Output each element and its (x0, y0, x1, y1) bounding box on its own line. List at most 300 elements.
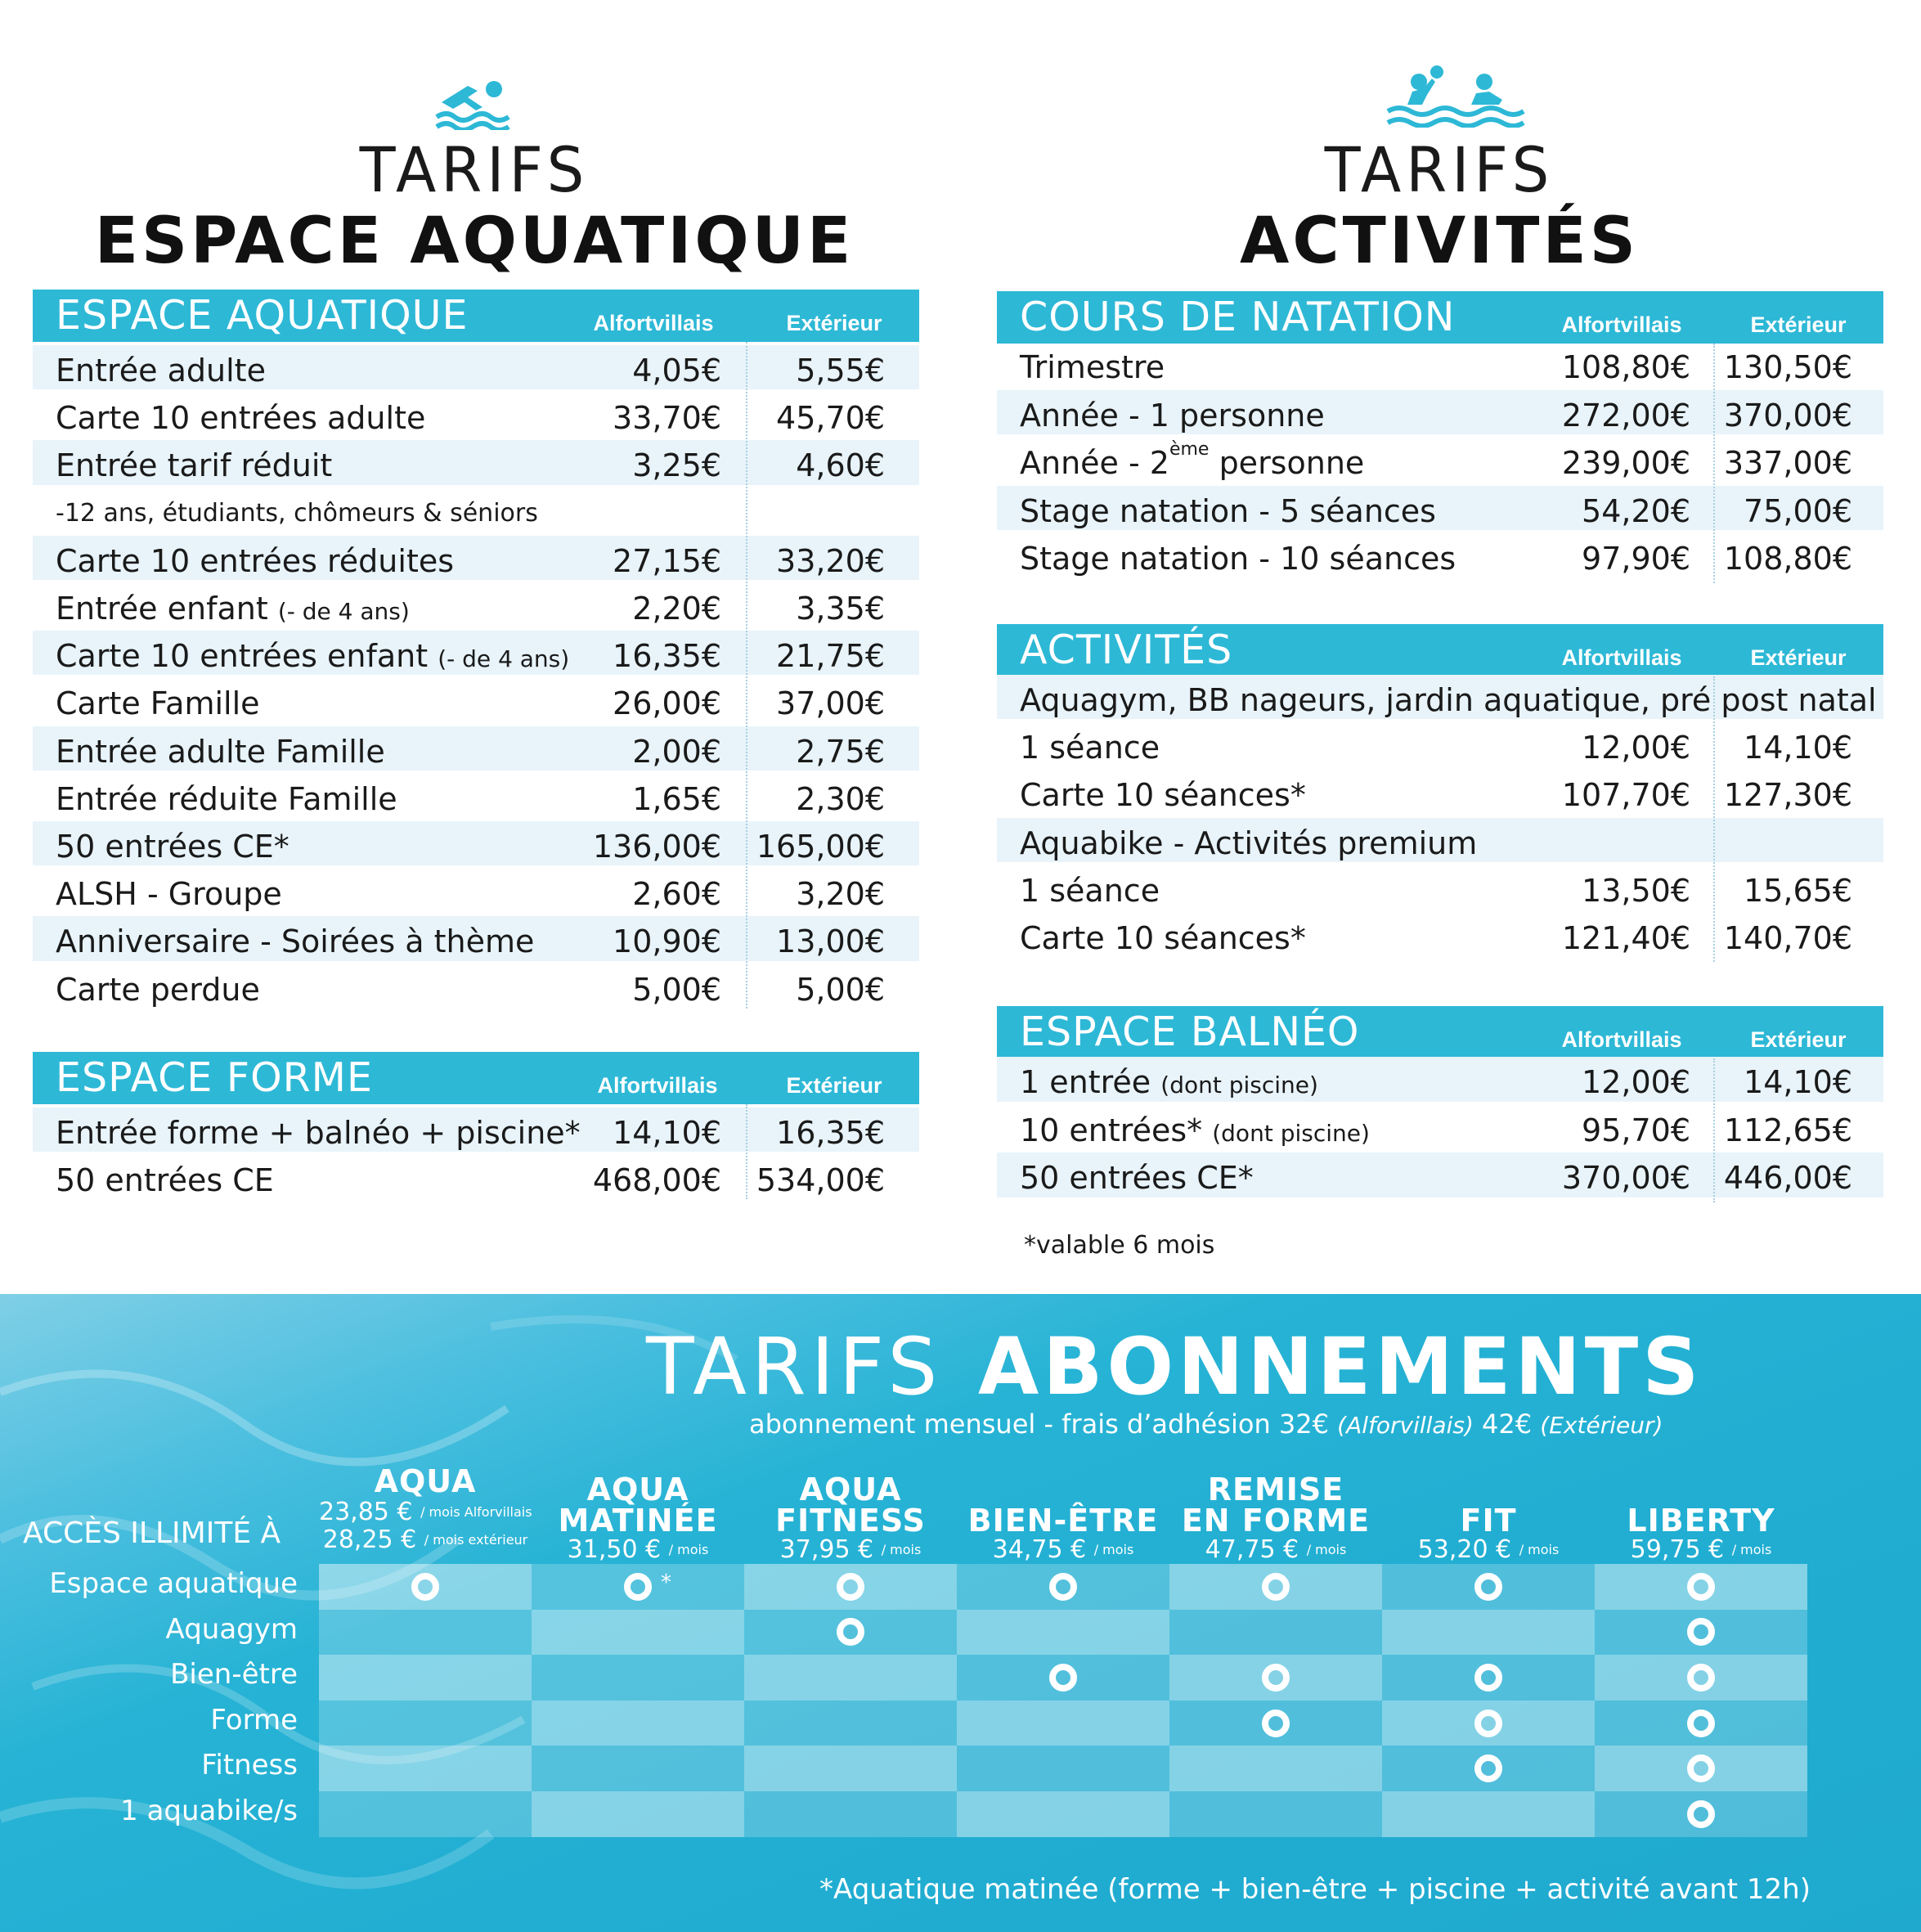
grid-cell (744, 1746, 957, 1791)
price-exterieur: 108,80€ (1723, 541, 1852, 577)
grid-cell (957, 1701, 1169, 1746)
column-divider (1713, 1058, 1715, 1202)
row-label (1020, 1108, 1370, 1156)
row-label (1020, 489, 1436, 533)
grid-cell (744, 1655, 957, 1701)
grid-cell (1595, 1701, 1807, 1746)
price-exterieur: 127,30€ (1723, 777, 1852, 814)
subtitle-main: abonnement mensuel - frais d’adhésion 32€ (749, 1409, 1338, 1440)
label-text: 50 entrées CE* (1020, 1160, 1254, 1197)
label-text: Entrée tarif réduit (56, 447, 333, 484)
label-text: Aquagym, BB nageurs, jardin aquatique, pré post natal (1020, 682, 1877, 718)
price-value: 23,85 € (319, 1498, 413, 1526)
price-exterieur: 165,00€ (756, 829, 885, 865)
plan-name-line2: MATINÉE (558, 1503, 718, 1539)
table-row (33, 726, 919, 771)
grid-cell (1169, 1701, 1382, 1746)
acces-illimite-label: ACCÈS ILLIMITÉ À (23, 1516, 281, 1550)
grid-cell (1382, 1655, 1595, 1701)
grid-cell (1382, 1746, 1595, 1791)
table-row (33, 631, 919, 675)
row-label (1020, 773, 1306, 817)
plan-6 (1595, 1474, 1807, 1564)
table-header (33, 290, 919, 342)
table-title: ESPACE BALNÉO (1020, 1009, 1360, 1055)
included-check-icon (1687, 1573, 1715, 1601)
abonnements-subtitle (749, 1409, 1663, 1440)
row-label (1020, 916, 1306, 960)
table-title: ESPACE AQUATIQUE (56, 292, 469, 339)
price-alfortvillais: 136,00€ (592, 829, 721, 865)
grid-cell (319, 1701, 532, 1746)
plan-price (1382, 1536, 1595, 1564)
grid-cell (1169, 1610, 1382, 1656)
grid-cell (1169, 1791, 1382, 1837)
table-row (997, 770, 1883, 814)
plan-name-line2: EN FORME (1181, 1503, 1371, 1539)
feature-label: Bien-être (170, 1658, 298, 1692)
price-exterieur: 37,00€ (776, 685, 885, 722)
row-label (56, 824, 289, 869)
abonnements-title: ABONNEMENTS (978, 1321, 1703, 1413)
grid-cell (744, 1564, 957, 1610)
label-suffix: (dont piscine) (1212, 1119, 1370, 1147)
row-label (56, 539, 454, 583)
table-row (997, 865, 1883, 910)
label-text: Carte 10 entrées enfant (56, 638, 429, 675)
column-divider (746, 1104, 747, 1199)
plan-name-line1 (1382, 1474, 1595, 1505)
price-exterieur: 534,00€ (756, 1162, 885, 1198)
included-check-icon (837, 1618, 864, 1646)
included-check-icon (411, 1573, 439, 1601)
row-label (1020, 1060, 1318, 1108)
grid-cell (957, 1791, 1169, 1837)
grid-cell (957, 1564, 1169, 1610)
price-alfortvillais: 468,00€ (592, 1162, 721, 1198)
feature-label: 1 aquabike/s (120, 1795, 298, 1827)
col-exterieur: Extérieur (786, 1073, 882, 1098)
label-text: Anniversaire - Soirées à thème (56, 923, 535, 960)
label-text: Carte 10 entrées réduites (56, 542, 455, 579)
price-alfortvillais: 107,70€ (1561, 777, 1690, 814)
plan-name-line1: REMISE (1207, 1471, 1344, 1507)
table-title: ESPACE FORME (56, 1054, 373, 1101)
water-polo-icon (1386, 64, 1525, 128)
price-alfortvillais: 239,00€ (1561, 445, 1690, 482)
label-text: -12 ans, étudiants, chômeurs & séniors (56, 498, 538, 528)
included-check-icon (1687, 1710, 1715, 1737)
grid-cell (744, 1610, 957, 1656)
feature-label: Espace aquatique (49, 1567, 298, 1600)
grid-cell (1595, 1564, 1807, 1610)
price-alfortvillais: 12,00€ (1582, 730, 1690, 766)
included-check-icon (837, 1573, 864, 1601)
grid-cell (532, 1701, 744, 1746)
row-label (1020, 393, 1325, 438)
label-text: Carte Famille (56, 685, 260, 722)
included-check-icon (624, 1573, 652, 1601)
activites-table (997, 624, 1883, 968)
included-check-icon (1687, 1618, 1715, 1646)
row-label (56, 348, 266, 393)
swimmer-icon (435, 78, 510, 130)
grid-cell (1595, 1610, 1807, 1656)
col-exterieur: Extérieur (1750, 645, 1847, 670)
grid-cell (957, 1655, 1169, 1701)
table-row (997, 486, 1883, 531)
table-title: ACTIVITÉS (1020, 627, 1233, 673)
included-check-icon (1687, 1664, 1715, 1692)
label-suffix: (dont piscine) (1160, 1072, 1318, 1099)
table-row (997, 438, 1883, 483)
label-text: ALSH - Groupe (56, 876, 282, 913)
subtitle-mid: 42€ (1473, 1409, 1541, 1440)
abonnements-footnote: *Aquatique matinée (forme + bien-être + piscine + activité avant 12h) (819, 1873, 1811, 1906)
row-label (56, 443, 332, 487)
price-alfortvillais: 2,60€ (632, 876, 721, 913)
feature-label: Fitness (201, 1749, 298, 1782)
included-check-icon (1049, 1664, 1077, 1692)
col-exterieur: Extérieur (1750, 312, 1847, 337)
price-alfortvillais: 108,80€ (1561, 349, 1690, 385)
row-label (1020, 726, 1160, 770)
label-text: Carte 10 séances* (1020, 777, 1306, 814)
label-text: 1 séance (1020, 872, 1160, 909)
row-label (56, 492, 538, 536)
label-text: Carte 10 entrées adulte (56, 400, 426, 437)
grid-cell (532, 1791, 744, 1837)
subtitle-alfortvillais: (Alforvillais) (1337, 1412, 1474, 1439)
table-row (33, 345, 919, 389)
grid-cell (319, 1791, 532, 1837)
table-row (33, 393, 919, 437)
row-label (56, 396, 425, 440)
plan-price (532, 1536, 744, 1564)
valable-note: *valable 6 mois (1024, 1231, 1215, 1260)
label-text: 1 séance (1020, 730, 1160, 766)
col-alfortvillais: Alfortvillais (593, 311, 714, 335)
table-row (33, 583, 919, 627)
price-exterieur: 337,00€ (1723, 445, 1852, 482)
table-row (997, 390, 1883, 435)
plan-name-line1 (957, 1474, 1169, 1505)
col-alfortvillais: Alfortvillais (597, 1073, 718, 1098)
grid-cell (957, 1610, 1169, 1656)
table-row (997, 1105, 1883, 1150)
price-unit: / mois extérieur (424, 1532, 528, 1548)
price-value: 28,25 € (322, 1525, 417, 1554)
row-label (56, 586, 410, 634)
price-exterieur: 14,10€ (1744, 730, 1852, 766)
price-alfortvillais: 5,00€ (632, 971, 721, 1008)
plan-5 (1382, 1474, 1595, 1564)
table-row (33, 440, 919, 484)
label-superscript: ème (1169, 439, 1210, 461)
grid-cell (1169, 1655, 1382, 1701)
table-header (997, 291, 1883, 344)
grid-cell (1595, 1655, 1807, 1701)
grid-cell (1595, 1746, 1807, 1791)
label-text: 50 entrées CE (56, 1162, 274, 1198)
price-alfortvillais: 10,90€ (613, 923, 721, 960)
column-divider (1713, 676, 1715, 962)
grid-cell (532, 1610, 744, 1656)
grid-cell (532, 1564, 744, 1610)
cours-natation-table (997, 291, 1883, 577)
grid-cell (1169, 1564, 1382, 1610)
price-exterieur: 130,50€ (1723, 349, 1852, 385)
label-text: 50 entrées CE* (56, 829, 289, 865)
abonnements-tarifs-word: TARIFS (646, 1321, 943, 1413)
plan-1 (532, 1471, 744, 1564)
price-value: 37,95 € (779, 1535, 874, 1564)
row-label (56, 730, 385, 774)
price-exterieur: 45,70€ (776, 400, 885, 437)
grid-cell (744, 1701, 957, 1746)
row-label (56, 634, 569, 681)
grid-cell (319, 1655, 532, 1701)
grid-cell (319, 1610, 532, 1656)
table-row (997, 722, 1883, 766)
table-row (33, 916, 919, 960)
plan-name-line2: LIBERTY (1627, 1503, 1775, 1539)
column-divider (746, 342, 747, 1009)
price-value: 34,75 € (992, 1535, 1087, 1564)
row-label (1020, 678, 1877, 722)
price-alfortvillais: 12,00€ (1582, 1064, 1690, 1100)
grid-cell (1382, 1791, 1595, 1837)
espace-aquatique-table (33, 290, 919, 1018)
plan-price (319, 1498, 532, 1526)
feature-label: Forme (210, 1703, 298, 1737)
price-value: 31,50 € (567, 1535, 662, 1564)
column-divider (1713, 344, 1715, 583)
table-row (997, 1152, 1883, 1197)
included-check-icon (1262, 1710, 1290, 1737)
price-value: 59,75 € (1630, 1535, 1725, 1564)
label-text: Entrée forme + balnéo + piscine* (56, 1115, 581, 1151)
label-text: 10 entrées* (1020, 1112, 1203, 1148)
plan-4 (1169, 1471, 1382, 1564)
abonnements-section (0, 1294, 1921, 1932)
label-end: personne (1209, 445, 1365, 482)
row-label (56, 681, 260, 726)
price-exterieur: 75,00€ (1744, 492, 1852, 529)
table-row (997, 1057, 1883, 1102)
plan-name-line1 (1595, 1474, 1807, 1505)
plan-price (744, 1536, 957, 1564)
price-unit: / mois (1306, 1542, 1347, 1557)
price-alfortvillais: 4,05€ (632, 353, 721, 389)
espace-balneo-table (997, 1006, 1883, 1202)
col-alfortvillais: Alfortvillais (1561, 645, 1682, 670)
included-check-icon (1049, 1573, 1077, 1601)
price-alfortvillais: 16,35€ (613, 638, 721, 675)
price-value: 47,75 € (1205, 1535, 1299, 1564)
col-exterieur: Extérieur (1750, 1027, 1847, 1052)
table-header (33, 1052, 919, 1104)
grid-cell (1382, 1701, 1595, 1746)
table-row (997, 913, 1883, 957)
grid-cell (1595, 1791, 1807, 1837)
plan-price (1169, 1536, 1382, 1564)
label-text: Année - 1 personne (1020, 397, 1325, 434)
price-unit: / mois (1519, 1542, 1560, 1557)
label-text: Stage natation - 5 séances (1020, 492, 1436, 529)
price-exterieur: 2,30€ (796, 780, 885, 817)
row-label (56, 777, 397, 821)
row-label (1020, 821, 1477, 865)
price-alfortvillais: 97,90€ (1582, 541, 1690, 577)
col-alfortvillais: Alfortvillais (1561, 1027, 1682, 1052)
asterisk-mark: * (661, 1570, 671, 1595)
grid-cell (532, 1746, 744, 1791)
col-alfortvillais: Alfortvillais (1561, 312, 1682, 337)
price-alfortvillais: 121,40€ (1561, 920, 1690, 956)
table-row (33, 536, 919, 580)
subtitle-exterieur: (Extérieur) (1540, 1412, 1663, 1439)
aquatique-page-title: ESPACE AQUATIQUE (94, 204, 855, 278)
included-check-icon (1474, 1664, 1502, 1692)
feature-label: Aquagym (165, 1612, 298, 1646)
label-text: Carte perdue (56, 971, 260, 1008)
row-label (1020, 1156, 1254, 1200)
table-row (33, 678, 919, 722)
price-alfortvillais: 1,65€ (632, 780, 721, 817)
grid-cell (319, 1564, 532, 1610)
table-row (997, 675, 1883, 719)
activites-tarifs-word: TARIFS (1324, 133, 1555, 207)
price-exterieur: 13,00€ (776, 923, 885, 960)
price-exterieur: 14,10€ (1744, 1064, 1852, 1100)
price-alfortvillais: 272,00€ (1561, 397, 1690, 434)
price-exterieur: 446,00€ (1723, 1160, 1852, 1197)
table-row (33, 488, 919, 532)
plan-price (957, 1536, 1169, 1564)
table-row (33, 869, 919, 913)
plan-name-line1: AQUA (374, 1463, 477, 1499)
grid-cell (319, 1746, 532, 1791)
label-text: Trimestre (1020, 349, 1165, 385)
included-check-icon (1474, 1573, 1502, 1601)
price-value: 53,20 € (1417, 1535, 1512, 1564)
grid-cell (1382, 1610, 1595, 1656)
label-suffix: (- de 4 ans) (277, 598, 410, 625)
grid-cell (532, 1655, 744, 1701)
price-exterieur: 21,75€ (776, 638, 885, 675)
price-alfortvillais: 14,10€ (613, 1115, 721, 1151)
price-unit: / mois (1731, 1542, 1772, 1557)
row-label (56, 1111, 581, 1155)
price-alfortvillais: 27,15€ (613, 542, 721, 579)
activites-page-title: ACTIVITÉS (1240, 204, 1639, 278)
plan-0 (319, 1463, 532, 1554)
table-header (997, 1006, 1883, 1058)
plan-2 (744, 1471, 957, 1564)
label-text: Carte 10 séances* (1020, 920, 1306, 956)
price-exterieur: 112,65€ (1723, 1112, 1852, 1148)
row-label (1020, 537, 1456, 581)
table-row (997, 342, 1883, 387)
price-unit: / mois (881, 1542, 922, 1557)
price-alfortvillais: 33,70€ (613, 400, 721, 437)
row-label (56, 872, 282, 916)
price-exterieur: 370,00€ (1723, 397, 1852, 434)
price-exterieur: 5,55€ (796, 353, 885, 389)
price-exterieur: 4,60€ (796, 447, 885, 484)
grid-cell (1382, 1564, 1595, 1610)
included-check-icon (1474, 1755, 1502, 1782)
aquatique-tarifs-word: TARIFS (359, 133, 590, 207)
row-label (1020, 345, 1165, 389)
price-exterieur: 16,35€ (776, 1115, 885, 1151)
table-row (33, 1108, 919, 1152)
price-unit: / mois Alforvillais (420, 1504, 532, 1520)
included-check-icon (1687, 1755, 1715, 1782)
grid-cell (1169, 1746, 1382, 1791)
table-title: COURS DE NATATION (1020, 294, 1456, 340)
col-exterieur: Extérieur (786, 311, 882, 335)
included-check-icon (1687, 1800, 1715, 1828)
label-suffix: (- de 4 ans) (438, 645, 570, 673)
row-label (1020, 441, 1364, 485)
row-label (56, 1158, 274, 1202)
price-exterieur: 5,00€ (796, 971, 885, 1008)
grid-cell (744, 1791, 957, 1837)
label-text: Entrée adulte Famille (56, 733, 385, 770)
price-alfortvillais: 2,20€ (632, 591, 721, 627)
espace-forme-table (33, 1052, 919, 1199)
plan-3 (957, 1474, 1169, 1564)
included-check-icon (1474, 1710, 1502, 1737)
table-header (997, 624, 1883, 676)
plan-name-line2: FITNESS (775, 1503, 926, 1539)
plan-price-2 (319, 1526, 532, 1554)
price-alfortvillais: 2,00€ (632, 733, 721, 770)
price-alfortvillais: 3,25€ (632, 447, 721, 484)
label-text: Stage natation - 10 séances (1020, 541, 1456, 577)
row-label (56, 968, 260, 1012)
price-alfortvillais: 95,70€ (1582, 1112, 1690, 1148)
price-exterieur: 2,75€ (796, 733, 885, 770)
label-text: Entrée enfant (56, 591, 268, 627)
plan-name-line2: FIT (1460, 1503, 1517, 1539)
price-unit: / mois (668, 1542, 709, 1557)
table-row (33, 964, 919, 1009)
price-alfortvillais: 370,00€ (1561, 1160, 1690, 1197)
table-row (997, 533, 1883, 578)
table-row (997, 818, 1883, 862)
row-label (1020, 869, 1160, 913)
table-row (33, 821, 919, 865)
label-text: 1 entrée (1020, 1064, 1151, 1100)
row-label (56, 919, 534, 964)
price-unit: / mois (1093, 1542, 1134, 1557)
price-alfortvillais: 13,50€ (1582, 872, 1690, 909)
price-alfortvillais: 54,20€ (1582, 492, 1690, 529)
table-row (33, 774, 919, 818)
plan-name-line1: AQUA (799, 1471, 902, 1507)
price-exterieur: 15,65€ (1744, 872, 1852, 909)
grid-cell (957, 1746, 1169, 1791)
price-exterieur: 140,70€ (1723, 920, 1852, 956)
plan-name-line2: BIEN-ÊTRE (967, 1503, 1159, 1539)
plan-name-line1: AQUA (586, 1471, 689, 1507)
price-exterieur: 3,35€ (796, 591, 885, 627)
price-alfortvillais: 26,00€ (613, 685, 721, 722)
label-text: Année - 2 (1020, 445, 1169, 482)
